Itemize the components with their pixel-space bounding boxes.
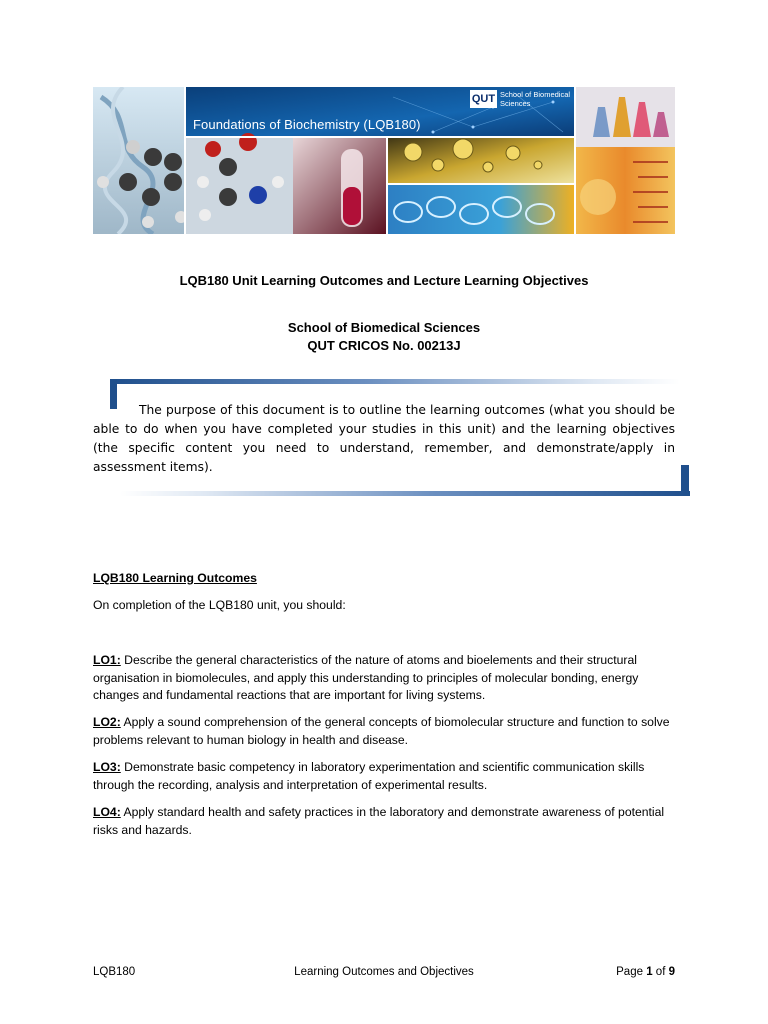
learning-outcome-3 (93, 759, 675, 794)
learning-outcome-2 (93, 714, 675, 749)
learning-outcome-4 (93, 804, 675, 839)
learning-outcomes-intro: On completion of the LQB180 unit, you should: (93, 598, 346, 612)
lo-label: LO2: (93, 715, 121, 729)
lo-label: LO1: (93, 653, 121, 667)
cricos-number: QUT CRICOS No. 00213J (307, 338, 461, 353)
banner-title: Foundations of Biochemistry (LQB180) (193, 117, 421, 132)
page-current: 1 (646, 966, 653, 978)
footer-document-name: Learning Outcomes and Objectives (294, 966, 474, 978)
qut-logo: QUT (470, 90, 497, 108)
lo-label: LO4: (93, 805, 121, 819)
test-tube-icon (341, 149, 363, 227)
purpose-box-top-border (110, 379, 680, 384)
school-name: School of Biomedical Sciences (287, 320, 481, 335)
footer-page-number (616, 966, 675, 978)
page-total: 9 (668, 966, 675, 978)
lo-text: Apply a sound comprehension of the general concepts of biomolecular structure and function to solve problems relevant to human biology in health and disease. (93, 715, 670, 747)
footer-unit-code: LQB180 (93, 966, 136, 978)
purpose-box-bottom-border (120, 491, 690, 496)
lo-text: Demonstrate basic competency in laboratory experimentation and scientific communication skills through the recording, analysis and interpretation of experimental results. (93, 760, 645, 792)
document-title: LQB180 Unit Learning Outcomes and Lecture Learning Objectives (179, 273, 589, 288)
page-of: of (652, 966, 669, 978)
purpose-statement: The purpose of this document is to outline the learning outcomes (what you should be able to do when you have completed your studies in this unit) and the learning objectives (the specific content you need to understand, remember, and demonstrate/apply in assessment items). (93, 403, 675, 474)
learning-outcomes-heading: LQB180 Learning Outcomes (93, 571, 257, 585)
lo-text: Apply standard health and safety practices in the laboratory and demonstrate awareness of potential risks and hazards. (93, 805, 665, 837)
banner-collage (93, 87, 675, 234)
lo-label: LO3: (93, 760, 121, 774)
header-banner (93, 87, 675, 234)
banner-school-name: School of Biomedical Sciences (500, 90, 571, 108)
learning-outcome-1 (93, 652, 675, 705)
page-prefix: Page (616, 966, 647, 978)
lo-text: Describe the general characteristics of the nature of atoms and bioelements and their structural organisation in biomolecules, and apply this understanding to principles of molecular bonding, energy changes and fundamental reactions that are important for living systems. (93, 653, 639, 702)
